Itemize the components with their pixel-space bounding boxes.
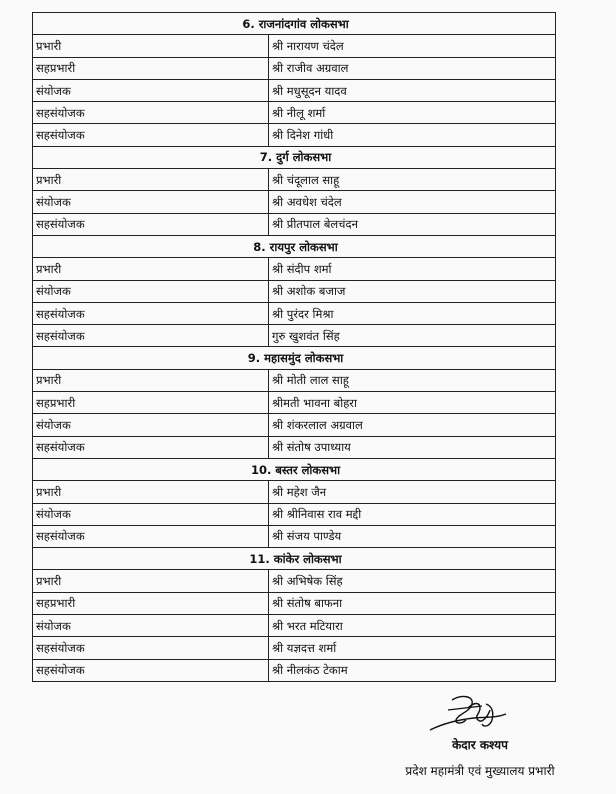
person-name-cell: श्री नीलू शर्मा: [269, 102, 556, 124]
role-cell: संयोजक: [33, 79, 269, 101]
assignment-table: [32, 12, 556, 682]
table-row: [33, 481, 556, 503]
table-row: [33, 615, 556, 637]
role-cell: संयोजक: [33, 414, 269, 436]
person-name-cell: श्री अवधेश चंदेल: [269, 191, 556, 213]
table-row: [33, 124, 556, 146]
person-name-cell: श्री महेश जैन: [269, 481, 556, 503]
role-cell: सहप्रभारी: [33, 592, 269, 614]
role-cell: सहप्रभारी: [33, 392, 269, 414]
role-cell: सहसंयोजक: [33, 213, 269, 235]
signature-block: [360, 690, 600, 790]
role-cell: संयोजक: [33, 280, 269, 302]
role-cell: संयोजक: [33, 503, 269, 525]
section-title: 7. दुर्ग लोकसभा: [33, 146, 556, 168]
role-cell: सहसंयोजक: [33, 525, 269, 547]
role-cell: संयोजक: [33, 615, 269, 637]
person-name-cell: श्री संदीप शर्मा: [269, 258, 556, 280]
person-name-cell: श्री नीलकंठ टेकाम: [269, 659, 556, 681]
signatory-name: केदार कश्यप: [452, 738, 508, 752]
person-name-cell: श्रीमती भावना बोहरा: [269, 392, 556, 414]
person-name-cell: श्री दिनेश गांधी: [269, 124, 556, 146]
table-row: [33, 325, 556, 347]
role-cell: प्रभारी: [33, 570, 269, 592]
section-header-row: [33, 347, 556, 369]
table-row: [33, 592, 556, 614]
person-name-cell: श्री अभिषेक सिंह: [269, 570, 556, 592]
section-header-row: [33, 548, 556, 570]
person-name-cell: श्री श्रीनिवास राव मद्दी: [269, 503, 556, 525]
role-cell: संयोजक: [33, 191, 269, 213]
person-name-cell: श्री संजय पाण्डेय: [269, 525, 556, 547]
person-name-cell: श्री मधुसूदन यादव: [269, 79, 556, 101]
table-row: [33, 637, 556, 659]
table-row: [33, 414, 556, 436]
table-row: [33, 570, 556, 592]
section-header-row: [33, 13, 556, 35]
role-cell: प्रभारी: [33, 35, 269, 57]
section-title: 8. रायपुर लोकसभा: [33, 235, 556, 257]
signatory-title: प्रदेश महामंत्री एवं मुख्यालय प्रभारी: [405, 764, 555, 778]
role-cell: सहप्रभारी: [33, 57, 269, 79]
table-row: [33, 503, 556, 525]
table-row: [33, 392, 556, 414]
table-row: [33, 525, 556, 547]
person-name-cell: श्री संतोष बाफना: [269, 592, 556, 614]
assignment-table-body: [33, 13, 556, 682]
role-cell: सहसंयोजक: [33, 302, 269, 324]
person-name-cell: श्री अशोक बजाज: [269, 280, 556, 302]
person-name-cell: श्री राजीव अग्रवाल: [269, 57, 556, 79]
person-name-cell: श्री शंकरलाल अग्रवाल: [269, 414, 556, 436]
table-row: [33, 280, 556, 302]
table-row: [33, 258, 556, 280]
table-row: [33, 57, 556, 79]
section-title: 9. महासमुंद लोकसभा: [33, 347, 556, 369]
person-name-cell: गुरु खुशवंत सिंह: [269, 325, 556, 347]
person-name-cell: श्री यज्ञदत्त शर्मा: [269, 637, 556, 659]
table-row: [33, 659, 556, 681]
table-row: [33, 302, 556, 324]
section-header-row: [33, 235, 556, 257]
table-row: [33, 191, 556, 213]
table-row: [33, 436, 556, 458]
role-cell: प्रभारी: [33, 258, 269, 280]
table-row: [33, 35, 556, 57]
table-row: [33, 369, 556, 391]
person-name-cell: श्री पुरंदर मिश्रा: [269, 302, 556, 324]
person-name-cell: श्री मोती लाल साहू: [269, 369, 556, 391]
table-row: [33, 213, 556, 235]
role-cell: प्रभारी: [33, 369, 269, 391]
handwritten-signature: [422, 690, 512, 736]
table-row: [33, 79, 556, 101]
role-cell: सहसंयोजक: [33, 124, 269, 146]
role-cell: सहसंयोजक: [33, 436, 269, 458]
role-cell: सहसंयोजक: [33, 102, 269, 124]
role-cell: सहसंयोजक: [33, 659, 269, 681]
person-name-cell: श्री संतोष उपाध्याय: [269, 436, 556, 458]
person-name-cell: श्री चंदूलाल साहू: [269, 169, 556, 191]
table-row: [33, 169, 556, 191]
section-header-row: [33, 146, 556, 168]
role-cell: प्रभारी: [33, 169, 269, 191]
section-header-row: [33, 458, 556, 480]
section-title: 11. कांकेर लोकसभा: [33, 548, 556, 570]
role-cell: प्रभारी: [33, 481, 269, 503]
role-cell: सहसंयोजक: [33, 637, 269, 659]
person-name-cell: श्री नारायण चंदेल: [269, 35, 556, 57]
section-title: 10. बस्तर लोकसभा: [33, 458, 556, 480]
person-name-cell: श्री प्रीतपाल बेलचंदन: [269, 213, 556, 235]
person-name-cell: श्री भरत मटियारा: [269, 615, 556, 637]
table-row: [33, 102, 556, 124]
role-cell: सहसंयोजक: [33, 325, 269, 347]
section-title: 6. राजनांदगांव लोकसभा: [33, 13, 556, 35]
